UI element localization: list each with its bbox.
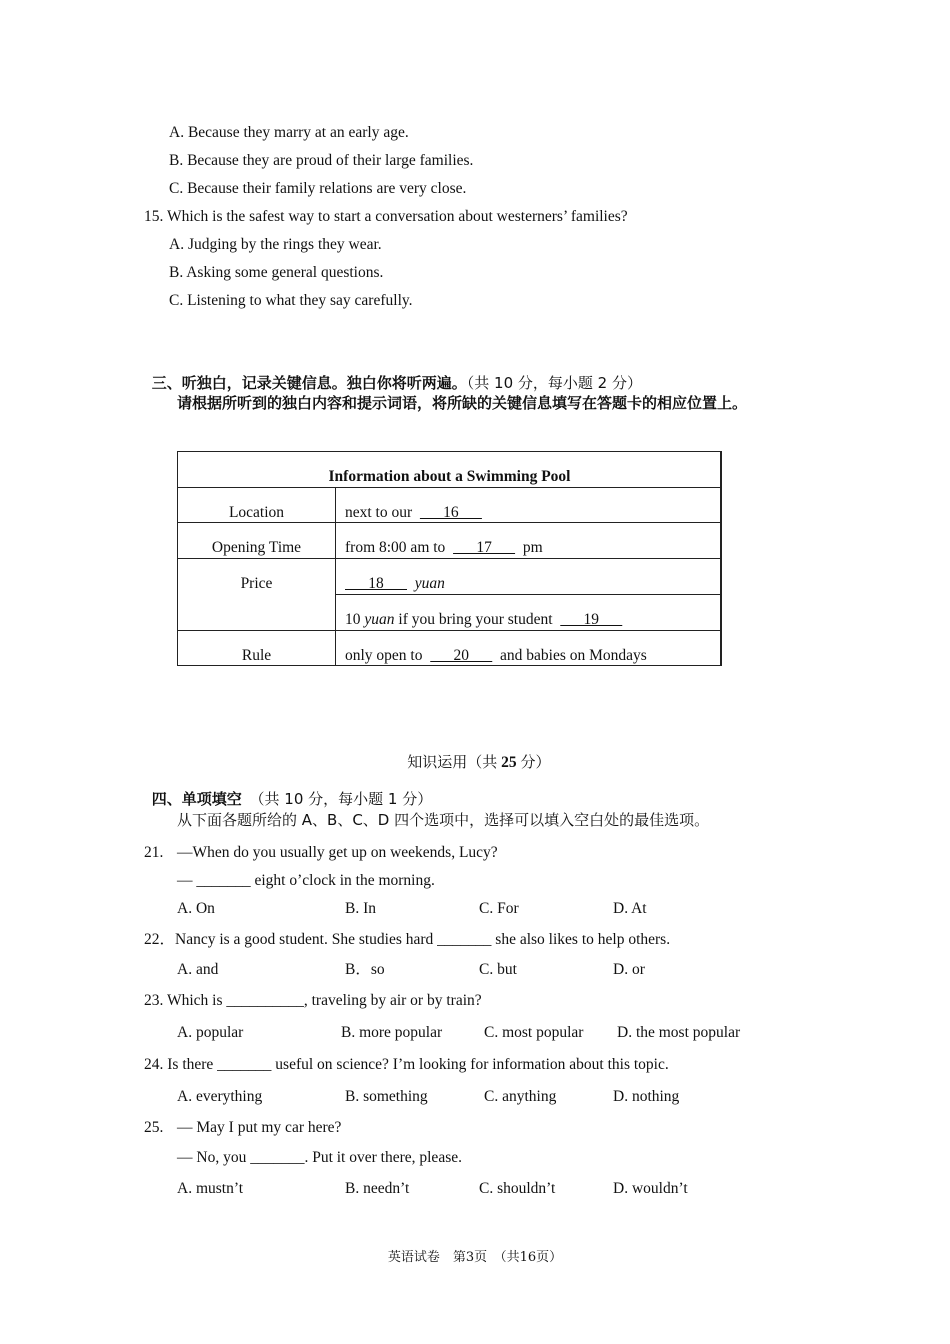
- q24-option-c: C. anything: [484, 1088, 557, 1105]
- q21-line1: —When do you usually get up on weekends, Lucy?: [177, 844, 498, 861]
- opening-time-label: Opening Time: [211, 539, 302, 556]
- price-unit: yuan: [414, 575, 445, 592]
- q14-option-a: A. Because they marry at an early age.: [169, 124, 409, 141]
- q25-option-c: C. shouldn’t: [479, 1180, 556, 1197]
- section3-instruction: 请根据所听到的独白内容和提示词语，将所缺的关键信息填写在答题卡的相应位置上。: [177, 394, 748, 412]
- q25-option-a: A. mustn’t: [177, 1180, 244, 1197]
- location-value: [345, 505, 482, 521]
- rule-post: and babies on Mondays: [500, 647, 647, 664]
- table-title: Information about a Swimming Pool: [328, 468, 571, 485]
- q23-option-a: A. popular: [177, 1024, 244, 1041]
- location-pre: next to our: [345, 504, 413, 521]
- q25-option-b: B. needn’t: [345, 1180, 410, 1197]
- part-title: [0, 739, 950, 770]
- part-title-unit: 分）: [520, 752, 551, 771]
- section4-heading: 四、单项填空: [151, 789, 242, 808]
- q25-option-d: D. wouldn’t: [613, 1180, 688, 1197]
- q23-stem: 23. Which is __________, traveling by air or by train?: [144, 992, 482, 1009]
- q23-option-d: D. the most popular: [617, 1024, 741, 1041]
- q22-stem: 22．Nancy is a good student. She studies hard _______ she also likes to help others.: [144, 931, 671, 948]
- part-title-score: 25: [497, 753, 521, 771]
- q24-stem: 24. Is there _______ useful on science? I’m looking for information about this topic.: [144, 1056, 669, 1073]
- price2-pre: 10: [345, 611, 365, 628]
- q14-option-b: B. Because they are proud of their large families.: [169, 152, 474, 169]
- q21-option-c: C. For: [479, 900, 519, 917]
- section3-score: （共 10 分，每小题 2 分）: [466, 373, 642, 392]
- q23-option-b: B. more popular: [341, 1024, 443, 1041]
- q22-option-a: A. and: [177, 961, 219, 978]
- blank-17: 17: [453, 539, 516, 556]
- q25-number: 25.: [144, 1119, 164, 1136]
- q22-option-c: C. but: [479, 961, 517, 978]
- q24-option-a: A. everything: [177, 1088, 263, 1105]
- section3-heading: 三、听独白，记录关键信息。独白你将听两遍。: [151, 373, 467, 392]
- q15-option-a: A. Judging by the rings they wear.: [169, 236, 382, 253]
- q22-option-b: B．so: [345, 961, 385, 978]
- price-value: [345, 576, 445, 592]
- price2-post: if you bring your student: [394, 611, 553, 628]
- section4-score: （共 10 分，每小题 1 分）: [249, 789, 433, 808]
- q15-stem: 15. Which is the safest way to start a conversation about westerners’ families?: [144, 208, 628, 225]
- blank-20: 20: [430, 647, 493, 664]
- blank-16: 16: [419, 504, 482, 521]
- location-label: Location: [228, 504, 285, 521]
- swimming-pool-table: [177, 451, 722, 666]
- blank-18: 18: [345, 575, 407, 592]
- page-footer: 英语试卷 第3页 （共16页）: [387, 1250, 563, 1265]
- q21-option-a: A. On: [177, 900, 215, 917]
- opening-pre: from 8:00 am to: [345, 539, 446, 556]
- part-title-text: 知识运用（共: [407, 752, 498, 771]
- q21-option-b: B. In: [345, 900, 376, 917]
- q21-number: 21.: [144, 844, 164, 861]
- q21-line2: — _______ eight o’clock in the morning.: [177, 872, 435, 889]
- blank-19: 19: [560, 611, 623, 628]
- section4-heading-line: [144, 776, 432, 807]
- section4-instruction: 从下面各题所给的 A、B、C、D 四个选项中，选择可以填入空白处的最佳选项。: [177, 811, 710, 829]
- q22-option-d: D. or: [613, 961, 645, 978]
- q15-option-b: B. Asking some general questions.: [169, 264, 384, 281]
- opening-post: pm: [522, 539, 543, 556]
- q21-option-d: D. At: [613, 900, 647, 917]
- opening-time-value: [345, 540, 543, 556]
- section3-heading-line: [144, 360, 642, 391]
- rule-pre: only open to: [345, 647, 423, 664]
- price2-yuan: yuan: [364, 611, 395, 628]
- rule-label: Rule: [241, 647, 272, 664]
- q24-option-d: D. nothing: [613, 1088, 680, 1105]
- q23-option-c: C. most popular: [484, 1024, 584, 1041]
- q25-line1: — May I put my car here?: [177, 1119, 342, 1136]
- price-student-value: [345, 612, 622, 628]
- rule-value: [345, 648, 647, 664]
- q25-line2: — No, you _______. Put it over there, please.: [177, 1149, 462, 1166]
- q15-option-c: C. Listening to what they say carefully.: [169, 292, 413, 309]
- price-label: Price: [240, 575, 273, 592]
- q14-option-c: C. Because their family relations are very close.: [169, 180, 467, 197]
- q24-option-b: B. something: [345, 1088, 428, 1105]
